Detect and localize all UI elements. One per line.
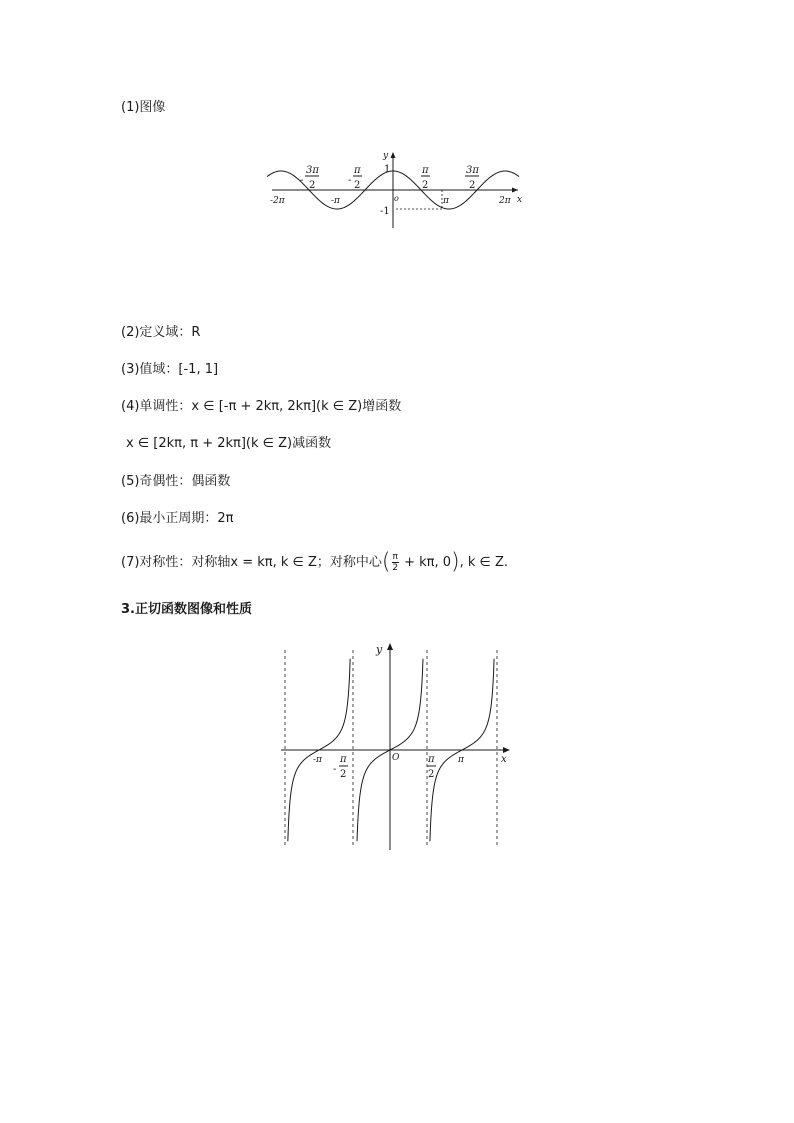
item-period: (6)最小正周期：2π — [121, 511, 234, 526]
tan-y-label: y — [376, 643, 383, 656]
cos-origin-label: o — [394, 194, 399, 203]
tan-neg-pi2-sign: - — [333, 764, 337, 775]
fraction-denominator: 2 — [392, 563, 399, 573]
cos-neg-pi2-sign: - — [348, 175, 352, 186]
cos-x-label: x — [517, 195, 523, 205]
cos-pi2-num: π — [422, 165, 429, 176]
cos-3pi2-den: 2 — [469, 180, 476, 191]
cos-neg-pi2-den: 2 — [354, 180, 361, 191]
tan-x-label: x — [501, 754, 507, 765]
symmetry-inner: + kπ, 0 — [404, 555, 451, 570]
item-domain: (2)定义域：R — [121, 325, 201, 340]
cos-2pi-label: 2π — [499, 196, 511, 206]
tan-neg-pi-label: -π — [313, 755, 322, 765]
fraction-numerator: π — [392, 552, 398, 562]
cos-neg-pi2-num: π — [354, 165, 361, 176]
item-parity: (5)奇偶性：偶函数 — [121, 474, 231, 489]
cos-pi-label: π — [443, 196, 449, 206]
cos-pi2-den: 2 — [422, 180, 429, 191]
cos-neg-pi-label: -π — [331, 196, 340, 206]
cos-neg-one-label: -1 — [380, 206, 390, 217]
tan-pi2-num: π — [428, 754, 435, 765]
cos-one-label: 1 — [384, 164, 391, 175]
cos-y-label: y — [383, 151, 389, 161]
right-paren: ) — [451, 549, 460, 575]
tan-pi2-den: 2 — [428, 769, 435, 780]
item-range: (3)值域：[-1, 1] — [121, 362, 219, 377]
cos-3pi2-num: 3π — [466, 165, 479, 176]
tan-neg-pi2-den: 2 — [340, 769, 347, 780]
section-3-heading: 3.正切函数图像和性质 — [121, 602, 252, 617]
cos-neg-3pi2-den: 2 — [309, 180, 316, 191]
left-paren: ( — [381, 549, 391, 575]
tan-pi-label: π — [458, 755, 464, 765]
symmetry-prefix: (7)对称性：对称轴x = kπ, k ∈ Z；对称中心 — [121, 555, 382, 570]
tan-neg-pi2-num: π — [340, 754, 347, 765]
cos-neg-3pi2-sign: - — [300, 175, 304, 186]
tan-x-arrow — [503, 747, 510, 753]
tan-y-arrow — [387, 643, 393, 650]
item-graph-title: (1)图像 — [121, 100, 166, 115]
item-monotonic-increase: (4)单调性：x ∈ [-π + 2kπ, 2kπ](k ∈ Z)增函数 — [121, 399, 402, 414]
tan-origin-label: O — [392, 753, 400, 763]
symmetry-suffix: , k ∈ Z. — [459, 555, 509, 570]
cos-neg-2pi-label: -2π — [270, 196, 285, 206]
cos-neg-3pi2-num: 3π — [306, 165, 319, 176]
item-monotonic-decrease: x ∈ [2kπ, π + 2kπ](k ∈ Z)减函数 — [126, 436, 332, 451]
